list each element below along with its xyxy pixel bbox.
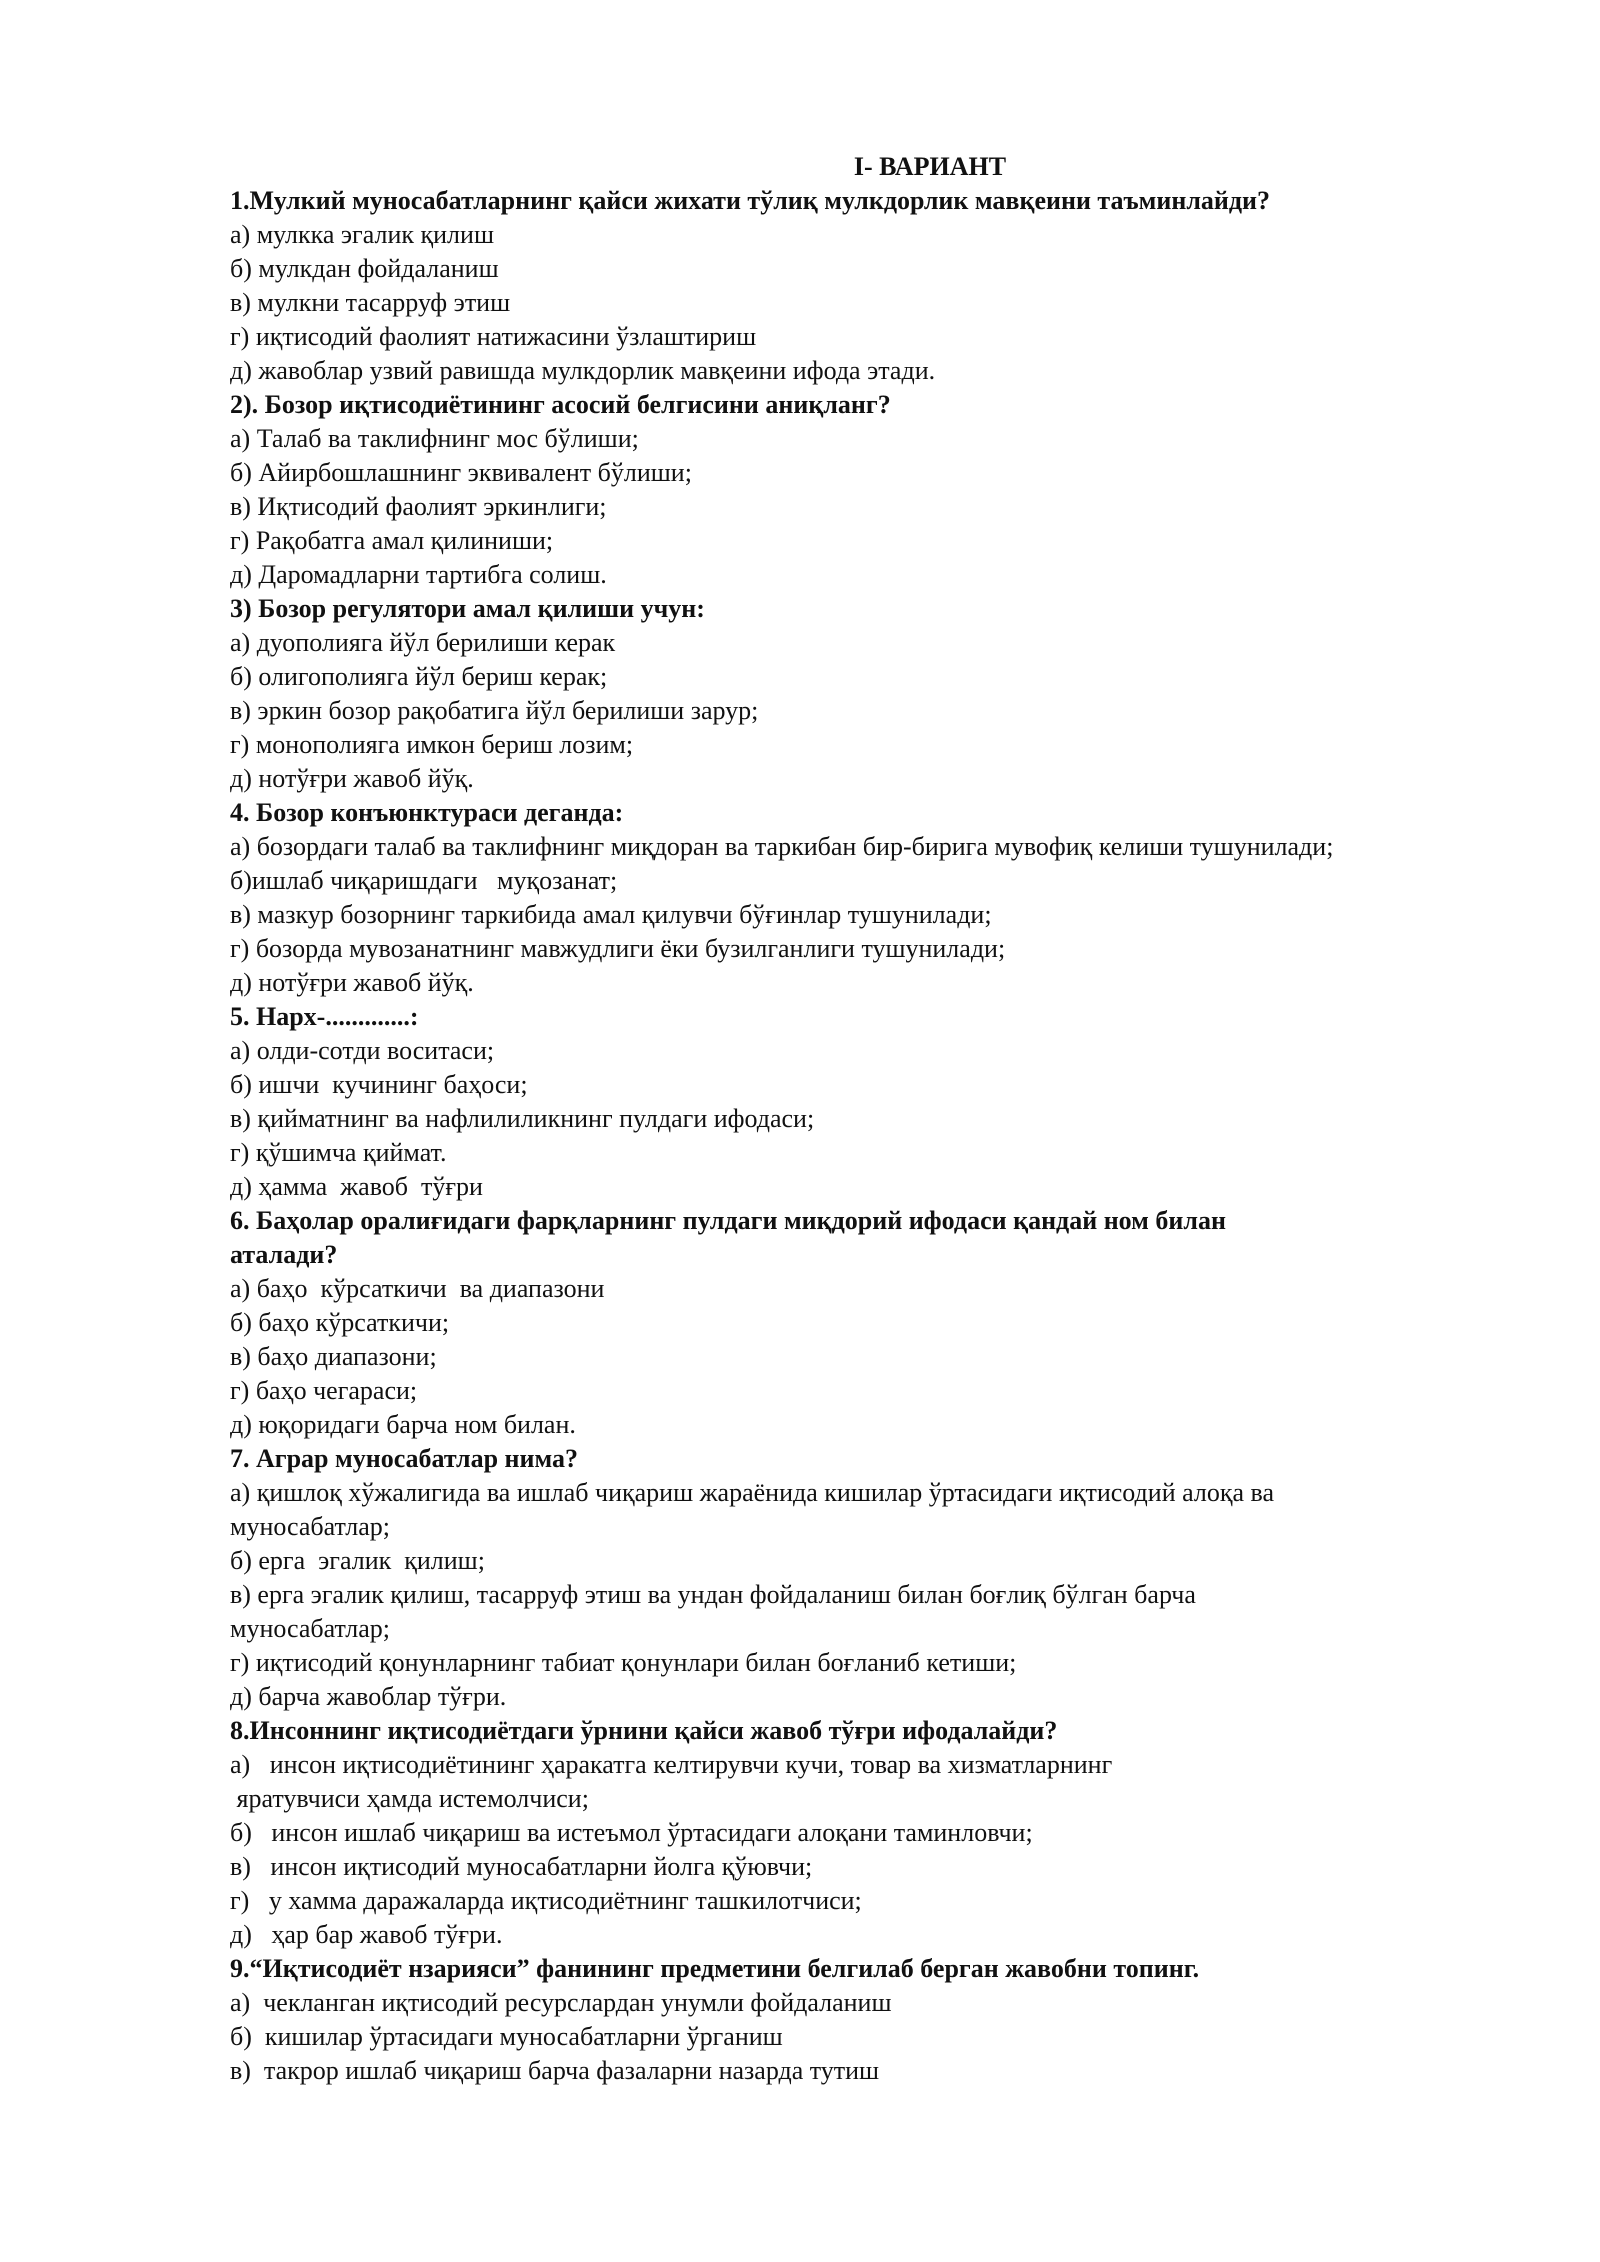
question-1-option: б) мулкдан фойдаланиш <box>230 254 499 283</box>
question-4-option: д) нотўғри жавоб йўқ. <box>230 968 474 997</box>
question-8-option: б) инсон ишлаб чиқариш ва истеъмол ўртасидаги алоқани таминловчи; <box>230 1818 1033 1847</box>
question-4-option: г) бозорда мувозанатнинг мавжудлиги ёки бузилганлиги тушунилади; <box>230 934 1006 963</box>
question-6-option: г) баҳо чегараси; <box>230 1376 418 1405</box>
question-7-option: д) барча жавоблар тўғри. <box>230 1682 507 1711</box>
question-3-option: б) олигополияга йўл бериш керак; <box>230 662 608 691</box>
question-7-option-continued: муносабатлар; <box>230 1614 390 1643</box>
question-7-option-continued: муносабатлар; <box>230 1512 390 1541</box>
question-4: 4. Бозор конъюнктураси деганда: <box>230 798 624 827</box>
question-9-option: а) чекланган иқтисодий ресурслардан унумли фойдаланиш <box>230 1988 892 2017</box>
question-4-option: в) мазкур бозорнинг таркибида амал қилувчи бўғинлар тушунилади; <box>230 900 992 929</box>
question-5-option: а) олди-сотди воситаси; <box>230 1036 495 1065</box>
question-5-option: б) ишчи кучининг баҳоси; <box>230 1070 528 1099</box>
question-3-option: а) дуополияга йўл берилиши керак <box>230 628 616 657</box>
question-9-option: в) такрор ишлаб чиқариш барча фазаларни назарда тутиш <box>230 2056 880 2085</box>
question-1-option: в) мулкни тасарруф этиш <box>230 288 511 317</box>
question-5-option: в) қийматнинг ва нафлилиликнинг пулдаги ифодаси; <box>230 1104 815 1133</box>
question-5-option: д) ҳамма жавоб тўғри <box>230 1172 483 1201</box>
question-7-option: а) қишлоқ хўжалигида ва ишлаб чиқариш жараёнида кишилар ўртасидаги иқтисодий алоқа ва <box>230 1478 1274 1507</box>
question-1: 1.Мулкий муносабатларнинг қайси жихати тўлиқ мулкдорлик мавқеини таъминлайди? <box>230 186 1271 215</box>
question-9: 9.“Иқтисодиёт нзарияси” фанининг предметини белгилаб берган жавобни топинг. <box>230 1954 1200 1983</box>
question-2-option: д) Даромадларни тартибга солиш. <box>230 560 607 589</box>
question-1-option: д) жавоблар узвий равишда мулкдорлик мавқеини ифода этади. <box>230 356 936 385</box>
question-2-option: в) Иқтисодий фаолият эркинлиги; <box>230 492 607 521</box>
question-2-option: г) Рақобатга амал қилиниши; <box>230 526 554 555</box>
question-5: 5. Нарх-.............: <box>230 1002 419 1031</box>
question-8-option: в) инсон иқтисодий муносабатларни йолга қўювчи; <box>230 1852 813 1881</box>
question-2-option: б) Айирбошлашнинг эквивалент бўлиши; <box>230 458 692 487</box>
question-6-continued: аталади? <box>230 1240 338 1269</box>
question-3-option: г) монополияга имкон бериш лозим; <box>230 730 634 759</box>
question-6-option: в) баҳо диапазони; <box>230 1342 437 1371</box>
question-7-option: в) ерга эгалик қилиш, тасарруф этиш ва ундан фойдаланиш билан боғлиқ бўлган барча <box>230 1580 1196 1609</box>
question-8-option-continued: яратувчиси ҳамда истемолчиси; <box>230 1784 589 1813</box>
question-3: 3) Бозор регулятори амал қилиши учун: <box>230 594 705 623</box>
document-page <box>230 150 1500 2088</box>
question-8-option: д) ҳар бар жавоб тўғри. <box>230 1920 503 1949</box>
question-8: 8.Инсоннинг иқтисодиётдаги ўрнини қайси жавоб тўғри ифодалайди? <box>230 1716 1058 1745</box>
question-3-option: в) эркин бозор рақобатига йўл берилиши зарур; <box>230 696 759 725</box>
question-6-option: д) юқоридаги барча ном билан. <box>230 1410 576 1439</box>
question-4-option: а) бозордаги талаб ва таклифнинг миқдоран ва таркибан бир-бирига мувофиқ келиши тушунилади; <box>230 832 1334 861</box>
question-1-option: а) мулкка эгалик қилиш <box>230 220 494 249</box>
question-6-option: б) баҳо кўрсаткичи; <box>230 1308 450 1337</box>
question-2-option: а) Талаб ва таклифнинг мос бўлиши; <box>230 424 639 453</box>
question-2: 2). Бозор иқтисодиётининг асосий белгисини аниқланг? <box>230 390 891 419</box>
question-6: 6. Баҳолар оралиғидаги фарқларнинг пулдаги миқдорий ифодаси қандай ном билан <box>230 1206 1226 1235</box>
question-3-option: д) нотўғри жавоб йўқ. <box>230 764 474 793</box>
question-7-option: б) ерга эгалик қилиш; <box>230 1546 485 1575</box>
question-1-option: г) иқтисодий фаолият натижасини ўзлаштириш <box>230 322 757 351</box>
question-8-option: а) инсон иқтисодиётининг ҳаракатга келтирувчи кучи, товар ва хизматларнинг <box>230 1750 1113 1779</box>
question-7-option: г) иқтисодий қонунларнинг табиат қонунлари билан боғланиб кетиши; <box>230 1648 1017 1677</box>
page-title: I- ВАРИАНТ <box>853 152 1007 181</box>
question-7: 7. Аграр муносабатлар нима? <box>230 1444 579 1473</box>
question-9-option: б) кишилар ўртасидаги муносабатларни ўрганиш <box>230 2022 783 2051</box>
question-6-option: а) баҳо кўрсаткичи ва диапазони <box>230 1274 605 1303</box>
question-4-option: б)ишлаб чиқаришдаги муқозанат; <box>230 866 618 895</box>
question-8-option: г) у хамма даражаларда иқтисодиётнинг ташкилотчиси; <box>230 1886 862 1915</box>
question-5-option: г) қўшимча қиймат. <box>230 1138 447 1167</box>
